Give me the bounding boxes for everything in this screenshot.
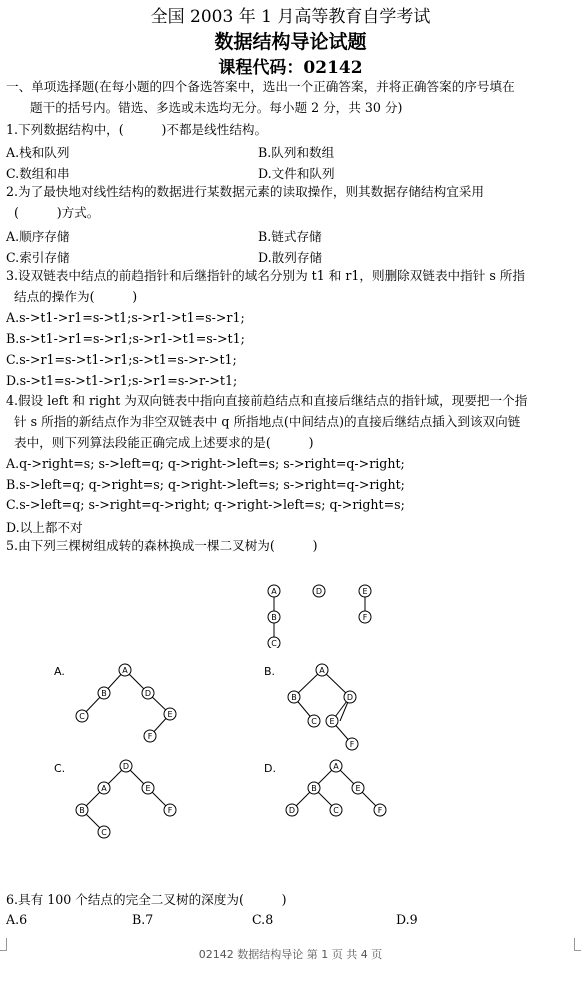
q2-option-d: D.散列存储: [258, 250, 323, 265]
svg-text:F: F: [167, 806, 173, 815]
q5-option-c-label: C.: [54, 762, 66, 775]
q6-option-b: B.7: [132, 912, 154, 927]
svg-text:B: B: [79, 806, 85, 815]
q6-option-a: A.6: [6, 912, 28, 927]
course-code: 课程代码：02142: [218, 58, 363, 78]
svg-text:A: A: [122, 666, 128, 675]
svg-text:A: A: [101, 784, 107, 793]
q5-option-c-tree: [70, 758, 190, 843]
q5-option-b-tree: [280, 660, 380, 755]
q2-option-a: A.顺序存储: [6, 229, 70, 244]
question-4-stem-cont: 针 s 所指的新结点作为非空双链表中 q 所指地点(中间结点)的直接后继结点插入到该双向链: [14, 414, 521, 429]
question-3-stem-cont: 结点的操作为( ): [14, 289, 138, 304]
page-title: 数据结构导论试题: [214, 31, 367, 53]
q5-option-a-label: A.: [54, 665, 65, 678]
forest-node-b: B: [271, 613, 277, 622]
q1-option-b: B.队列和数组: [258, 145, 335, 160]
q1-option-a: A.栈和队列: [6, 145, 70, 160]
question-6-stem: 6.具有 100 个结点的完全二叉树的深度为( ): [6, 892, 287, 907]
q3-option-a: A.s->t1->r1=s->t1;s->r1->t1=s->r1;: [6, 310, 245, 325]
svg-text:D: D: [346, 693, 354, 702]
svg-text:C: C: [79, 712, 85, 721]
forest-node-f: F: [362, 613, 368, 622]
svg-text:F: F: [147, 732, 153, 741]
svg-text:B: B: [291, 693, 297, 702]
question-5-stem: 5.由下列三棵树组成转的森林换成一棵二叉树为( ): [6, 538, 318, 553]
q6-option-d: D.9: [396, 912, 418, 927]
q2-option-c: C.索引存储: [6, 250, 70, 265]
svg-text:C: C: [101, 828, 107, 837]
q5-option-d-tree: [280, 758, 390, 818]
svg-text:E: E: [329, 717, 335, 726]
svg-text:B: B: [101, 689, 107, 698]
forest-node-c: C: [271, 639, 277, 648]
q2-option-b: B.链式存储: [258, 229, 322, 244]
svg-text:B: B: [311, 784, 317, 793]
svg-text:F: F: [349, 740, 355, 749]
svg-text:E: E: [145, 784, 151, 793]
forest-node-d: D: [315, 587, 323, 596]
q5-option-b-label: B.: [264, 665, 276, 678]
question-4-stem-cont2: 表中，则下列算法段能正确完成上述要求的是( ): [14, 435, 314, 450]
q5-option-d-label: D.: [264, 762, 276, 775]
svg-text:D: D: [144, 689, 152, 698]
page-footer: 02142 数据结构导论 第 1 页 共 4 页: [198, 948, 383, 961]
exam-info-line: 全国 2003 年 1 月高等教育自学考试: [150, 7, 431, 27]
svg-text:D: D: [122, 762, 130, 771]
svg-text:A: A: [333, 762, 339, 771]
svg-text:A: A: [319, 666, 325, 675]
q5-option-a-tree: [70, 660, 190, 745]
svg-text:C: C: [311, 717, 317, 726]
forest-diagram: [255, 578, 385, 648]
q6-option-c: C.8: [252, 912, 274, 927]
q3-option-b: B.s->t1->r1=s->r1;s->r1->t1=s->t1;: [6, 331, 245, 346]
q4-option-b: B.s->left=q; q->right=s; q->right->left=s; s->right=q->right;: [6, 477, 405, 492]
section-heading-cont: 题干的括号内。错选、多选或未选均无分。每小题 2 分，共 30 分): [30, 100, 403, 115]
q3-option-c: C.s->r1=s->t1->r1;s->t1=s->r->t1;: [6, 352, 237, 367]
q1-option-c: C.数组和串: [6, 166, 70, 181]
q1-option-d: D.文件和队列: [258, 166, 335, 181]
q4-option-a: A.q->right=s; s->left=q; q->right->left=s; s->right=q->right;: [6, 456, 405, 471]
q4-option-c: C.s->left=q; s->right=q->right; q->right->left=s; q->right=s;: [6, 497, 405, 512]
section-heading: 一、单项选择题(在每小题的四个备选答案中，选出一个正确答案，并将正确答案的序号填在: [6, 79, 515, 94]
question-3-stem: 3.设双链表中结点的前趋指针和后继指针的域名分别为 t1 和 r1，则删除双链表中指针 s 所指: [6, 268, 525, 283]
forest-node-a: A: [271, 587, 277, 596]
question-2-stem: 2.为了最快地对线性结构的数据进行某数据元素的读取操作，则其数据存储结构宜采用: [6, 184, 484, 199]
question-2-stem-cont: ( )方式。: [14, 205, 100, 220]
svg-text:F: F: [377, 806, 383, 815]
svg-text:E: E: [167, 710, 173, 719]
question-4-stem: 4.假设 left 和 right 为双向链表中指向直接前趋结点和直接后继结点的指针域，现要把一个指: [6, 393, 528, 408]
q4-option-d: D.以上都不对: [6, 520, 83, 535]
question-1-stem: 1.下列数据结构中，( )不都是线性结构。: [6, 122, 268, 137]
svg-text:C: C: [333, 806, 339, 815]
svg-text:D: D: [288, 806, 296, 815]
forest-node-e: E: [362, 587, 368, 596]
q3-option-d: D.s->t1=s->t1->r1;s->r1=s->r->t1;: [6, 373, 238, 388]
svg-text:E: E: [355, 784, 361, 793]
